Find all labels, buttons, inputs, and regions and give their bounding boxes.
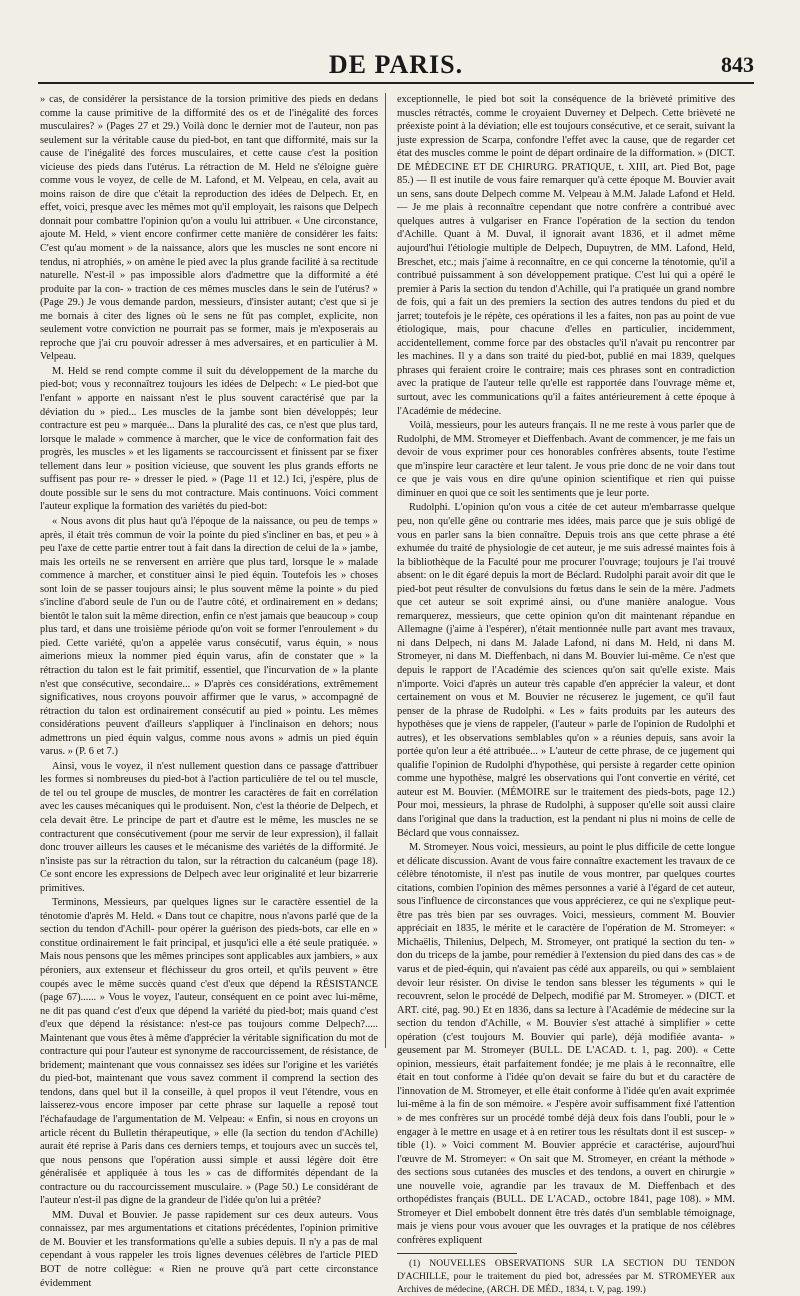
- paragraph: exceptionnelle, le pied bot soit la conséquence de la brièveté primitive des muscles rétractés, comme le croyaient Duverney et Delpech. Cette brièveté ne préexiste point à la déviation; elle est toujours consécutive, et ce serait, suivant la juste expression de Scarpa, confondre l'effet avec la cause, que de regarder cet état des muscles comme le point de départ ordinaire de la difformation. » (DICT. DE MÉDECINE ET DE CHIRURG. PRATIQUE, t. XIII, art. Pied Bot, page 85.) — Il est inutile de vous faire remarquer qu'à cette époque M. Bouvier avait un sens, sans doute Delpech comme M. Velpeau à M.M. Jalade Lafond et Held. — Je me plais à reconnaître cependant que notre confrère a contribué avec quelques autres à vulgariser en France l'opération de la section du tendon d'Achille. Quant à M. Duval, il ignorait avant 1836, et il admet même aujourd'hui l'étiologie multiple de Delpech, Dupuytren, de MM. Lafond, Held, Breschet, etc.; mais j'aime à reconnaître, en ce qui concerne la ténotomie, qu'il a contribué puissamment à son développement pratique. C'est lui qui a opéré le premier à Paris la section du tendon d'Achille, qui l'a pratiquée un grand nombre de fois, qui a fait un des premiers la section des autres tendons du pied et du jarret; toutefois je le répète, ces opérations il les a faites, non pas au point de vue étiologique, mais, pour chacune d'elles en particulier, incidemment, accidentellement, comme force par des obstacles qu'il n'avait pu rencontrer par les machines. Il y a dans son traité du pied-bot, publié en mai 1839, quelques phrases qui feraient croire le contraire; mais ces phrases sont en contradiction avec la pratique de l'auteur telle qu'elle est rapportée dans l'ouvrage même et, surtout, avec les communications qu'il a faites antérieurement à cette époque à l'Académie de médecine.: [397, 94, 735, 417]
- page-title: DE PARIS.: [328, 50, 464, 79]
- footnote: (1) NOUVELLES OBSERVATIONS SUR LA SECTION DU TENDON D'ACHILLE, pour le traitement du pied bot, adressées par M. STROMEYER aux Archives de médecine, (ARCH. DE MÉD., 1834, t. V, pag. 199.): [397, 1258, 735, 1295]
- header-rule: [38, 82, 754, 84]
- paragraph: M. Held se rend compte comme il suit du développement de la marche du pied-bot; vous y reconnaîtrez toujours les idées de Delpech: « Le pied-bot que l'enfant » apporte en naissant n'est le plus souvent caractérisé que par la déviation du » pied... Les muscles de la jambe sont bien développés; leur contracture est peu » marquée... Dans la pluralité des cas, ce n'est que plus tard, lorsque le malade » commence à marcher, que le vice de conformation fait des progrès, les muscles » et les ligaments se raccourcissent et finissent par se fixer tellement dans leur » position vicieuse, que souvent les plus grands efforts ne suffisent pas pour re- » dresser le pied. » (Page 11 et 12.) Ici, j'espère, plus de doute possible sur le sens du mot contracture. Mais continuons. Voici comment l'auteur explique la formation des variétés du pied-bot:: [40, 365, 378, 513]
- page-number: 843: [721, 52, 754, 77]
- paragraph: « Nous avons dit plus haut qu'à l'époque de la naissance, ou peu de temps » après, il était très commun de voir la pointe du pied s'incliner en bas, et peu » à peu l'axe de cette partie entrer tout à fait dans la direction de celui de la » jambe, mais les orteils ne se renversent en arrière que plus tard, lorsque le » malade commence à marcher, et constituer ainsi le pied équin. Toutefois les » choses sont loin de se passer toujours ainsi; le plus souvent même la pointe » du pied s'incline d'abord seule de l'un ou de l'autre côté, et ordinairement en » dedans; bientôt le talon suit la même direction, enfin ce n'est jamais que beaucoup » coup plus tard, et dans une troisième période qu'on voit se former l'enroulement » du pied. Cette variété, qu'on a appelée varus consécutif, varus équin, » nous aimerions mieux la nommer pied équin varus, afin de constater que » la rétraction du talon est le fait primitif, essentiel, que l'incurvation de » la plante n'est que consécutive, secondaire... » D'après ces considérations, extrêmement significatives, nous croyons pouvoir affirmer que le varus, » accompagné de rétraction du talon est ordinairement consécutif au pied » pointu. Les mêmes considérations peuvent d'ailleurs s'appliquer à l'inclinaison en dehors; nous admettrons un pied équin valgus, comme nous avons » admis un pied équin varus. » (P. 6 et 7.): [40, 515, 378, 758]
- left-column: [40, 93, 378, 1289]
- right-column: [397, 93, 735, 1295]
- footnote-rule: [397, 1253, 517, 1254]
- page-header: [38, 48, 754, 82]
- paragraph: Voilà, messieurs, pour les auteurs français. Il ne me reste à vous parler que de Rudolphi, de MM. Stromeyer et Dieffenbach. Avant de commencer, je me fais un devoir de vous exprimer pour ces honorables confrères absents, toute l'estime que m'inspire leur caractère et leur talent. Je vous prie donc de ne voir dans tout ce que je vais vous en dire qu'une opinion scientifique et rien qui puisse diminuer en quoi que ce soit les sentiments que je leur porte.: [397, 420, 735, 499]
- paragraph: Rudolphi. L'opinion qu'on vous a citée de cet auteur m'embarrasse quelque peu, non qu'elle gêne ou contrarie mes idées, mais parce que je suis obligé de vous en parler sans la bien connaître. Depuis trois ans que cette phrase a été exhumée du traité de physiologie de cet auteur, je me suis adressé maintes fois à la bibliothèque de la Faculté pour me procurer l'ouvrage; toujours je l'ai trouvé absent: on le dit égaré depuis la mort de Béclard. Rudolphi parait avoir dit que le pied-bot peut résulter de convulsions du fœtus dans le sein de la mère. J'admets que cet auteur se soit exprimé ainsi, ou d'une manière analogue. Vous remarquerez, messieurs, que cette opinion qu'on dit maintenant répandue en Allemagne (j'aime à l'espérer), n'était mentionnée nulle part avant mes travaux, ni dans Delpech, ni dans M. Jalade Lafond, ni dans M. Held, ni dans M. Stromeyer, ni dans M. Dieffenbach, ni dans M. Bouvier lui-même. Ce n'est que depuis le rapport de l'Académie des sciences qu'on sait qu'elle existe. Mais n'importe. Voici d'après un auteur très capable d'en apprécier la valeur, et dont certainement on vous et M. Bouvier ne récuserez le jugement, ce qu'il faut penser de la phrase de Rudolphi. « Les » faits produits par les auteurs des hypothèses que je viens de rappeler, (l'auteur » parle de l'opinion de Rudolphi et autres), et les observations semblables qu'on » a réunies depuis, sans avoir la portée qu'on leur a été attribuée... » L'auteur de cette phrase, de ce jugement qui qualifie l'opinion de Rudolphi d'hypothèse, qui persiste à regarder cette opinion comme une hypothèse, malgré les observations qui l'ont convertie en vérité, cet auteur est M. Bouvier. (MÉMOIRE sur le traitement des pieds-bots, page 12.) Pour moi, messieurs, la phrase de Rudolphi, à supposer qu'elle soit aussi claire dans l'original que dans la traduction, est la pendant ni plus ni moins de celle de Béclard que vous connaissez.: [397, 502, 735, 839]
- paragraph: Ainsi, vous le voyez, il n'est nullement question dans ce passage d'attribuer les formes si nombreuses du pied-bot à l'action particulière de tel ou tel muscle, de tel ou tel groupe de muscles, de montrer les caractères de fait en corrélation avec les causes mécaniques qui le produisent. Non, c'est la théorie de Delpech, et cela devait être. Le principe de part et d'autre est le même, les muscles ne se contracturent que consécutivement (pour me servir de leur expression), il fallait donc trouver ailleurs les causes et le mécanisme des variétés de la difformité. Je n'insiste pas sur la rétraction du talon, sur la rétraction du calcanéum (page 18). Ce sont encore les expressions de Delpech avec leur originalité et leur bizarrerie primitives.: [40, 760, 378, 894]
- paragraph: MM. Duval et Bouvier. Je passe rapidement sur ces deux auteurs. Vous connaissez, par mes argumentations et citations précédentes, l'opinion primitive de M. Bouvier et les transformations qu'elle a subies depuis. Il n'y a pas de mal cependant à vous rappeler les trois lignes devenues célèbres de l'article PIED BOT de notre collègue: « Rien ne prouve qu'à part cette circonstance évidemment: [40, 1209, 378, 1289]
- paragraph: M. Stromeyer. Nous voici, messieurs, au point le plus difficile de cette longue et délicate discussion. Avant de vous faire connaître exactement les travaux de ce célèbre ténotomiste, il n'est pas inutile de vous montrer, par quelques courtes citations, combien l'opinion des mêmes personnes a varié à l'égard de cet auteur, sous l'influence de circonstances que vous apprécierez, ce qui ne s'explique peut-être pas très bien par ses ouvrages. Voici, messieurs, comment M. Bouvier appréciait en 1835, le mérite et le caractère de l'opération de M. Stromeyer: « Michaëlis, Thilenius, Delpech, M. Stromeyer, ont pratiqué la section du ten- » don du triceps de la jambe, pour remédier à l'extension du pied dans des cas » de varus et de pied-équin, qui n'avaient pas cédé aux appareils, ou qui » semblaient devoir leur résister. On divise le tendon sans blesser les téguments » qui le recouvrent, selon le procédé de Delpech, modifié par M. Stromeyer. » (DICT. et ART. cité, pag. 90.) Et en 1836, dans sa lecture à l'Académie de médecine sur la section du tendon d'Achille, « M. Bouvier s'est attaché à simplifier » cette opération (c'est toujours M. Bouvier qui parle), déjà modifiée avanta- » geusement par M. Stromeyer (BULL. DE L'ACAD. t. 1, pag. 200). « Cette opinion, messieurs, était parfaitement fondée; je me plais à le reconnaître, elle était en tout conforme à l'idée qu'on devait se faire du but et du caractère de l'innovation de M. Stromeyer, et elle était conforme à l'idée qu'en avait exprimée lui-même à la fin de son mémoire. « J'espère avoir suffisamment fixé l'attention » de mes confrères sur un procédé tombé déjà deux fois dans l'oubli, pour le » engager à le mettre en usage et à en retirer tous les résultats dont il est suscep- » tible (1). » Voici comment M. Bouvier apprécie et caractérise, aujourd'hui l'œuvre de M. Stromeyer: « On sait que M. Stromeyer, en créant la méthode » des sections sous cutanées des muscles et des tendons, a ouvert en chirurgie » une nouvelle voie, agrandie par les travaux de M. Dieffenbach et des orthopédistes français (BULL. DE L'ACAD., octobre 1841, page 108). » MM. Stromeyer et Diel embobelt donnent être très datés d'un semblable témoignage, mais je viens pour vous avouer que les ouvrages et la pratique de nos célèbres confrères expliquent: [397, 842, 735, 1246]
- paragraph: Terminons, Messieurs, par quelques lignes sur le caractère essentiel de la ténotomie d'après M. Held. « Dans tout ce chapitre, nous n'avons parlé que de la section du tendon d'Achill- pour opérer la guérison des pieds-bots, car elle en » constitue ordinairement le fait principal, et jusqu'ici elle a été seule pratiquée. » Mais nous pensons que les mêmes principes sont applicables aux jambiers, » aux péroniers, aux extenseur et fléchisseur du gros orteil, et qu'ils peuvent » être coupés avec le même succès quand c'est d'eux que dépend la RÉSISTANCE (page 67)...... » Vous le voyez, l'auteur, conséquent en ce point avec lui-même, ne dit pas quand c'est d'eux que dépend la variété du pied-bot; mais quand c'est d'eux que dépend la résistance: n'est-ce pas toujours comme Delpech?..... Maintenant que vous êtes à même d'apprécier la véritable signification du mot de contracture qui pour l'auteur est synonyme de raccourcissement, de résistance, de bridement; maintenant que vous connaissez ses idées sur l'origine et les variétés du pied-bot, maintenant que vous savez comment il comprend la section des tendons, dans quel but il la conseille, à quel propos il veut l'étendre, vous en laisserez-vous encore imposer par cette phrase sur laquelle a reposé tout l'échafaudage de l'argumentation de M. Velpeau: « Enfin, si nous en croyons un article récent du Bulletin thérapeutique, » elle (la section du tendon d'Achille) aurait été reprise à Paris dans ces derniers temps, et toujours avec un succès tel, que nous pensons que l'opération aussi simple et aussi légère doit être généralisée et appliquée à tous les » cas de difformités dépendant de la contracture ou du raccourcissement musculaire. » (Page 50.) Le considérant de l'auteur n'est-il pas digne de la grandeur de l'idée qu'on lui a prêtée?: [40, 897, 378, 1207]
- paragraph: » cas, de considérer la persistance de la torsion primitive des pieds en dedans comme la cause primitive de la difformité des os et de l'inégalité des forces musculaires? » (Pages 27 et 29.) Voilà donc le dernier mot de l'auteur, non pas seulement sur la véritable cause du pied-bot, en tant que difformité, mais sur la cause de l'inégalité des forces musculaires, et cette cause c'est la position vicieuse des pieds dans l'utérus. La rétraction de M. Held ne s'éloigne guère comme vous le voyez, de celle de M. Lafond, et M. Velpeau, en cela, avait au moins raison de dire que c'était la reproduction des idées de Delpech. Et, en effet, voici, presque avec les mêmes mot qu'il employait, les raisons que Delpech donnait pour combattre l'opinion qu'on a voulu lui attribuer. « Une circonstance, ajoute M. Held, » vient encore confirmer cette manière de considérer les faits: C'est qu'au moment » de la naissance, alors que les muscles ne sont encore ni tendus, ni atrophiés, » on amène le pied avec la plus grande facilité à sa rectitude naturelle. N'est-il » pas impossible alors d'admettre que la difformité a été produite par la con- » traction de ces mêmes muscles dans le sein de l'utérus? » (Page 29.) Je vous demande pardon, messieurs, d'insister autant; c'est que si je me bornais à citer des lignes où le sens ne fût pas complet, explicite, non seulement votre conviction ne pourrait pas se former, mais je m'exposerais au reproche que j'ai cru pouvoir adresser à mes adversaires, et en particulier à M. Velpeau.: [40, 94, 378, 363]
- column-divider: [385, 93, 386, 1048]
